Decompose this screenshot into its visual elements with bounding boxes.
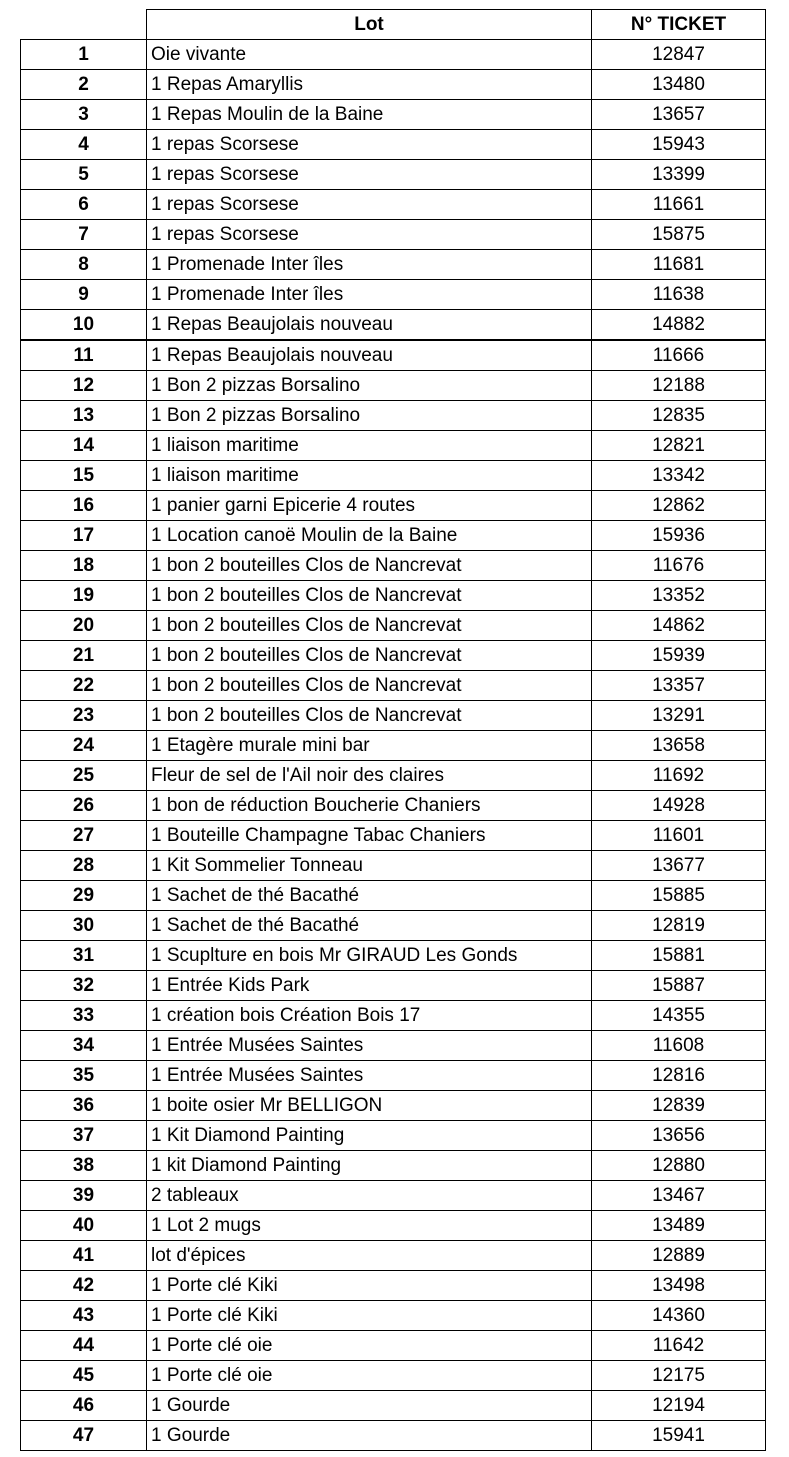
row-number: 18 (21, 551, 147, 581)
table-row (21, 340, 766, 371)
table-row (21, 821, 766, 851)
ticket-number: 11676 (592, 551, 766, 581)
ticket-number: 13291 (592, 701, 766, 731)
table-row (21, 1181, 766, 1211)
ticket-number: 13658 (592, 731, 766, 761)
table-row (21, 1151, 766, 1181)
table-row (21, 431, 766, 461)
ticket-number: 11642 (592, 1331, 766, 1361)
row-number: 25 (21, 761, 147, 791)
table-row (21, 220, 766, 250)
lot-description: 1 Porte clé oie (147, 1331, 592, 1361)
table-row (21, 1421, 766, 1451)
table-row (21, 881, 766, 911)
table-row (21, 1031, 766, 1061)
row-number: 7 (21, 220, 147, 250)
table-row (21, 1301, 766, 1331)
table-row (21, 911, 766, 941)
row-number: 39 (21, 1181, 147, 1211)
table-row (21, 461, 766, 491)
table-row (21, 941, 766, 971)
ticket-number: 11608 (592, 1031, 766, 1061)
row-number: 11 (21, 340, 147, 371)
ticket-number: 12889 (592, 1241, 766, 1271)
lot-description: 1 repas Scorsese (147, 160, 592, 190)
ticket-number: 12862 (592, 491, 766, 521)
table-row (21, 851, 766, 881)
lot-description: 1 bon 2 bouteilles Clos de Nancrevat (147, 671, 592, 701)
prize-table (20, 9, 766, 1451)
ticket-number: 12194 (592, 1391, 766, 1421)
row-number: 40 (21, 1211, 147, 1241)
lot-description: 1 Repas Beaujolais nouveau (147, 340, 592, 371)
row-number: 38 (21, 1151, 147, 1181)
ticket-number: 13357 (592, 671, 766, 701)
row-number: 10 (21, 310, 147, 341)
ticket-number: 13657 (592, 100, 766, 130)
row-number: 27 (21, 821, 147, 851)
lot-description: Fleur de sel de l'Ail noir des claires (147, 761, 592, 791)
row-number: 17 (21, 521, 147, 551)
table-row (21, 491, 766, 521)
ticket-header: N° TICKET (592, 10, 766, 40)
table-row (21, 641, 766, 671)
row-number: 6 (21, 190, 147, 220)
lot-description: 1 Porte clé oie (147, 1361, 592, 1391)
row-number: 16 (21, 491, 147, 521)
ticket-number: 15936 (592, 521, 766, 551)
lot-description: 1 liaison maritime (147, 461, 592, 491)
lot-description: 1 Porte clé Kiki (147, 1301, 592, 1331)
table-row (21, 1241, 766, 1271)
row-number: 41 (21, 1241, 147, 1271)
lot-description: 1 Gourde (147, 1391, 592, 1421)
table-row (21, 1121, 766, 1151)
lot-description: 1 Lot 2 mugs (147, 1211, 592, 1241)
row-number: 23 (21, 701, 147, 731)
ticket-number: 11638 (592, 280, 766, 310)
row-number: 30 (21, 911, 147, 941)
ticket-number: 13342 (592, 461, 766, 491)
lot-description: 1 bon 2 bouteilles Clos de Nancrevat (147, 701, 592, 731)
lot-description: 1 liaison maritime (147, 431, 592, 461)
table-row (21, 100, 766, 130)
ticket-number: 13399 (592, 160, 766, 190)
row-number: 3 (21, 100, 147, 130)
row-number: 45 (21, 1361, 147, 1391)
ticket-number: 14862 (592, 611, 766, 641)
table-row (21, 160, 766, 190)
ticket-number: 14355 (592, 1001, 766, 1031)
row-number: 24 (21, 731, 147, 761)
table-row (21, 1331, 766, 1361)
ticket-number: 13467 (592, 1181, 766, 1211)
ticket-number: 15875 (592, 220, 766, 250)
table-row (21, 130, 766, 160)
lot-description: 1 panier garni Epicerie 4 routes (147, 491, 592, 521)
table-row (21, 1211, 766, 1241)
lot-description: 1 bon 2 bouteilles Clos de Nancrevat (147, 581, 592, 611)
lot-description: 1 Bouteille Champagne Tabac Chaniers (147, 821, 592, 851)
ticket-number: 13480 (592, 70, 766, 100)
lot-description: 1 Bon 2 pizzas Borsalino (147, 371, 592, 401)
lot-description: 1 Entrée Musées Saintes (147, 1031, 592, 1061)
row-number: 1 (21, 40, 147, 70)
lot-description: 1 Repas Beaujolais nouveau (147, 310, 592, 341)
table-row (21, 551, 766, 581)
ticket-number: 13352 (592, 581, 766, 611)
row-number: 34 (21, 1031, 147, 1061)
table-row (21, 521, 766, 551)
ticket-number: 13498 (592, 1271, 766, 1301)
ticket-number: 11601 (592, 821, 766, 851)
lot-description: 1 bon 2 bouteilles Clos de Nancrevat (147, 551, 592, 581)
table-row (21, 701, 766, 731)
table-row (21, 280, 766, 310)
row-number: 9 (21, 280, 147, 310)
lot-description: 1 Entrée Kids Park (147, 971, 592, 1001)
lot-description: 1 création bois Création Bois 17 (147, 1001, 592, 1031)
lot-description: 2 tableaux (147, 1181, 592, 1211)
ticket-number: 12835 (592, 401, 766, 431)
row-number: 33 (21, 1001, 147, 1031)
lot-description: 1 Bon 2 pizzas Borsalino (147, 401, 592, 431)
row-number: 4 (21, 130, 147, 160)
ticket-number: 12839 (592, 1091, 766, 1121)
row-number: 20 (21, 611, 147, 641)
table-row (21, 1061, 766, 1091)
lot-description: 1 Promenade Inter îles (147, 280, 592, 310)
row-number: 46 (21, 1391, 147, 1421)
lot-description: 1 kit Diamond Painting (147, 1151, 592, 1181)
row-number: 44 (21, 1331, 147, 1361)
header-row (21, 10, 766, 40)
row-number: 19 (21, 581, 147, 611)
row-number: 8 (21, 250, 147, 280)
row-number: 26 (21, 791, 147, 821)
row-number: 14 (21, 431, 147, 461)
lot-description: 1 Scuplture en bois Mr GIRAUD Les Gonds (147, 941, 592, 971)
row-number: 42 (21, 1271, 147, 1301)
table-row (21, 70, 766, 100)
ticket-number: 15887 (592, 971, 766, 1001)
row-number: 28 (21, 851, 147, 881)
table-row (21, 581, 766, 611)
number-header (21, 10, 147, 40)
table-row (21, 40, 766, 70)
ticket-number: 15943 (592, 130, 766, 160)
table-row (21, 1391, 766, 1421)
lot-description: 1 Sachet de thé Bacathé (147, 911, 592, 941)
lot-description: 1 Entrée Musées Saintes (147, 1061, 592, 1091)
table-row (21, 731, 766, 761)
row-number: 36 (21, 1091, 147, 1121)
lot-description: 1 Etagère murale mini bar (147, 731, 592, 761)
lot-description: 1 boite osier Mr BELLIGON (147, 1091, 592, 1121)
ticket-number: 14928 (592, 791, 766, 821)
ticket-number: 12816 (592, 1061, 766, 1091)
row-number: 5 (21, 160, 147, 190)
table-row (21, 190, 766, 220)
table-row (21, 1361, 766, 1391)
row-number: 29 (21, 881, 147, 911)
lot-description: 1 Repas Amaryllis (147, 70, 592, 100)
ticket-number: 13656 (592, 1121, 766, 1151)
ticket-number: 13677 (592, 851, 766, 881)
row-number: 13 (21, 401, 147, 431)
table-row (21, 971, 766, 1001)
lot-description: 1 repas Scorsese (147, 220, 592, 250)
table-row (21, 401, 766, 431)
lot-header: Lot (147, 10, 592, 40)
table-row (21, 671, 766, 701)
table-row (21, 1001, 766, 1031)
ticket-number: 12880 (592, 1151, 766, 1181)
ticket-number: 13489 (592, 1211, 766, 1241)
ticket-number: 11692 (592, 761, 766, 791)
ticket-number: 14360 (592, 1301, 766, 1331)
row-number: 31 (21, 941, 147, 971)
ticket-number: 12821 (592, 431, 766, 461)
row-number: 21 (21, 641, 147, 671)
row-number: 15 (21, 461, 147, 491)
lot-description: 1 bon de réduction Boucherie Chaniers (147, 791, 592, 821)
row-number: 22 (21, 671, 147, 701)
table-row (21, 1271, 766, 1301)
ticket-number: 11661 (592, 190, 766, 220)
table-row (21, 250, 766, 280)
ticket-number: 12847 (592, 40, 766, 70)
row-number: 12 (21, 371, 147, 401)
table-row (21, 310, 766, 341)
lot-description: 1 Repas Moulin de la Baine (147, 100, 592, 130)
table-row (21, 791, 766, 821)
lot-description: 1 Kit Diamond Painting (147, 1121, 592, 1151)
lot-description: 1 repas Scorsese (147, 130, 592, 160)
lot-description: 1 Location canoë Moulin de la Baine (147, 521, 592, 551)
lot-description: lot d'épices (147, 1241, 592, 1271)
ticket-number: 15941 (592, 1421, 766, 1451)
ticket-number: 15881 (592, 941, 766, 971)
row-number: 43 (21, 1301, 147, 1331)
lot-description: 1 Porte clé Kiki (147, 1271, 592, 1301)
lot-description: 1 bon 2 bouteilles Clos de Nancrevat (147, 641, 592, 671)
lot-description: 1 repas Scorsese (147, 190, 592, 220)
ticket-number: 11666 (592, 340, 766, 371)
row-number: 37 (21, 1121, 147, 1151)
lot-description: 1 Promenade Inter îles (147, 250, 592, 280)
lot-description: 1 bon 2 bouteilles Clos de Nancrevat (147, 611, 592, 641)
ticket-number: 12188 (592, 371, 766, 401)
table-row (21, 1091, 766, 1121)
ticket-number: 15885 (592, 881, 766, 911)
lot-description: Oie vivante (147, 40, 592, 70)
lot-description: 1 Kit Sommelier Tonneau (147, 851, 592, 881)
table-row (21, 371, 766, 401)
ticket-number: 15939 (592, 641, 766, 671)
row-number: 32 (21, 971, 147, 1001)
row-number: 47 (21, 1421, 147, 1451)
ticket-number: 14882 (592, 310, 766, 341)
table-row (21, 611, 766, 641)
row-number: 35 (21, 1061, 147, 1091)
row-number: 2 (21, 70, 147, 100)
lot-description: 1 Sachet de thé Bacathé (147, 881, 592, 911)
table-row (21, 761, 766, 791)
ticket-number: 12819 (592, 911, 766, 941)
ticket-number: 11681 (592, 250, 766, 280)
ticket-number: 12175 (592, 1361, 766, 1391)
lot-description: 1 Gourde (147, 1421, 592, 1451)
